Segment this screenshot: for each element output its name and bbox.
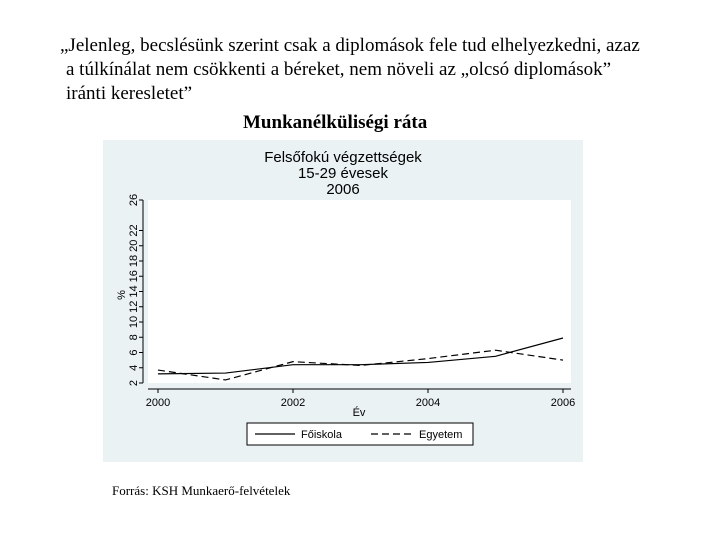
section-title: Munkanélküliségi ráta <box>243 112 428 133</box>
legend-label-1: Főiskola <box>301 429 342 441</box>
quote-line-2: a túlkínálat nem csökkenti a béreket, nem növeli az „olcsó diplomások” <box>66 59 612 80</box>
y-tick-label: 2 <box>128 379 140 387</box>
legend-label-2: Egyetem <box>419 429 463 441</box>
y-tick-label: 14 <box>128 285 140 298</box>
x-tick-label: 2006 <box>550 397 576 409</box>
chart-frame <box>103 140 583 462</box>
y-tick-label: 4 <box>128 364 140 371</box>
quote-line-1: „Jelenleg, becslésünk szerint csak a diplomások fele tud elhelyezkedni, azaz <box>60 35 640 56</box>
y-tick-label: 12 <box>128 300 140 313</box>
y-tick-label: 18 <box>128 254 140 268</box>
x-axis-title: Év <box>352 407 366 419</box>
x-tick-label: 2000 <box>145 397 171 409</box>
chart-legend <box>247 423 473 445</box>
y-tick-label: 6 <box>128 349 140 356</box>
source-note: Forrás: KSH Munkaerő-felvételek <box>112 483 291 498</box>
chart-title-line-3: 2006 <box>326 181 360 198</box>
y-tick-label: 22 <box>128 224 140 237</box>
chart-title-line-2: 15-29 évesek <box>297 165 389 182</box>
y-tick-label: 26 <box>128 193 140 207</box>
quote-text <box>60 34 700 106</box>
plot-area <box>148 200 571 383</box>
x-tick-label: 2004 <box>415 397 441 409</box>
line-chart <box>103 140 583 462</box>
quote-line-3: iránti keresletet” <box>66 83 193 104</box>
y-tick-label: 16 <box>128 270 140 283</box>
chart-title-line-1: Felsőfokú végzettségek <box>264 149 422 166</box>
y-axis-title: % <box>116 290 128 300</box>
x-tick-label: 2002 <box>280 397 306 409</box>
y-tick-label: 10 <box>128 315 140 329</box>
y-tick-label: 20 <box>128 239 140 252</box>
y-tick-label: 8 <box>128 334 140 341</box>
